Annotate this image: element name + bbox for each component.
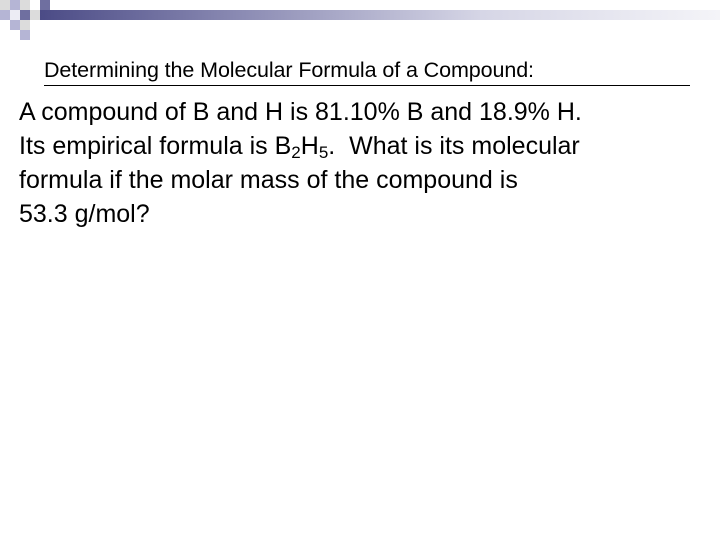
body-line-2-start: Its empirical formula is B — [19, 132, 292, 160]
header-gradient-bar — [40, 10, 720, 20]
decorative-square — [10, 0, 20, 10]
decorative-square — [30, 10, 40, 20]
decorative-square — [10, 20, 20, 30]
boron-subscript: 2 — [291, 143, 301, 162]
slide-title-container — [44, 56, 690, 86]
decorative-square — [0, 0, 10, 10]
body-line-1: A compound of B and H is 81.10% B and 18.9% H. — [19, 98, 582, 126]
decorative-square — [20, 10, 30, 20]
decorative-square — [20, 30, 30, 40]
body-line-3: formula if the molar mass of the compound is — [19, 166, 518, 194]
decorative-square — [40, 0, 50, 10]
slide-body — [19, 95, 709, 231]
decorative-square — [0, 10, 10, 20]
hydrogen-subscript: 5 — [318, 143, 329, 162]
decorative-square — [10, 10, 20, 20]
decorative-square — [20, 20, 30, 30]
decorative-square — [20, 0, 30, 10]
body-line-2-end: . What is its molecular — [328, 132, 580, 160]
body-line-4: 53.3 g/mol? — [19, 200, 150, 228]
body-line-2 — [19, 129, 709, 163]
hydrogen-symbol: H — [300, 132, 319, 160]
slide-title: Determining the Molecular Formula of a Compound: — [44, 58, 534, 82]
